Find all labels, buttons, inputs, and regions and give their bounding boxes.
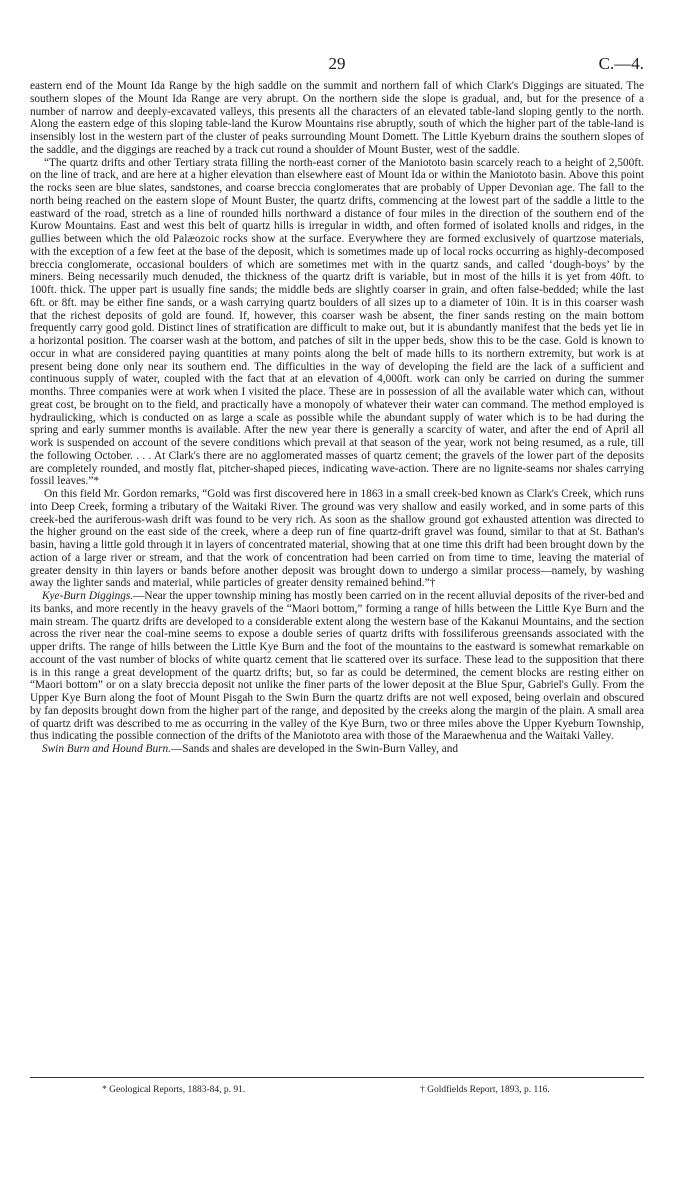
section-kye-burn-diggings [30,590,644,743]
page-header [30,52,644,76]
paragraph-clarks-intro: eastern end of the Mount Ida Range by the high saddle on the summit and northern fall of which Clark's Diggings are situated. The southern slopes of the Mount Ida Range are very abrupt. On the northern side the slope is gradual, and, but for the presence of a number of narrow and deeply-excavated valleys, this presents all the characters of an elevated table-land sloping gently to the north. Along the eastern edge of this sloping table-land the Kurow Mountains rise abruptly, south of which the higher part of the table-land is insensibly lost in the western part of the cluster of peaks surrounding Mount Domett. The Little Kyeburn drains the southern slopes of the saddle, and the diggings are reached by a track cut round a shoulder of Mount Buster, west of the saddle. [30,80,644,156]
paragraph-gordon-remarks: On this field Mr. Gordon remarks, “Gold was first discovered here in 1863 in a small creek-bed known as Clark's Creek, which runs into Deep Creek, forming a tributary of the Waitaki River. The ground was very shallow and easily worked, and in some parts of this creek-bed the auriferous-wash drift was found to be very rich. As soon as the shallow ground got exhausted attention was directed to the higher ground on the east side of the creek, where a deep run of fine quartz-drift gravel was found, similar to that at St. Bathan's basin, having a little gold through it in layers of concentrated material, showing that at one time this drift had been brought down by the action of a large river or stream, and that the work of concentration had been carried on from time to time, leaving the material of greater density in thin layers or bands before another deposit was brought down to undergo a similar process—namely, by washing away the lighter sands and material, while particles of greater density remained behind.”† [30,488,644,590]
section-heading-swin-burn: Swin Burn and Hound Burn. [42,743,171,755]
footnote-geological-reports: * Geological Reports, 1883-84, p. 91. [102,1085,246,1095]
page-number: 29 [328,54,346,73]
section-swin-burn-hound-burn [30,743,644,756]
body-text [30,80,644,756]
footnote-goldfields-report: † Goldfields Report, 1893, p. 116. [420,1085,550,1095]
section-text-swin-burn: —Sands and shales are developed in the Swin-Burn Valley, and [170,743,459,755]
section-text-kye-burn: —Near the upper township mining has mostly been carried on in the recent alluvial deposits of the river-bed and its banks, and more recently in the heavy gravels of the “Maori bottom,” forming a range of hills between the Little Kye Burn and the main stream. The quartz drifts are developed to a considerable extent along the western base of the Kakanui Mountains, and the section across the river near the coal-mine seems to expose a double series of quartz drifts with fossiliferous greensands associated with the upper drifts. The range of hills between the Little Kye Burn and the foot of the mountains to the eastward is somewhat remarkable on account of the vast number of blocks of white quartz cement that lie scattered over its surface. These lead to the supposition that there is in this range a great development of the quartz drifts; but, so far as could be determined, the cement blocks are resting either on “Maori bottom” or on a slaty breccia deposit not unlike the finer parts of the lower deposit at the Blue Spur, Gabriel's Gully. From the Upper Kye Burn along the foot of Mount Pisgah to the Swin Burn the quartz drifts are not well exposed, being overlain and obscured by fan deposits brought down from the higher part of the range, and deposited by the creeks along the margin of the plain. A small area of quartz drift was described to me as occurring in the valley of the Kye Burn, two or three miles above the Upper Kyeburn Township, thus indicating the possible connection of the drifts of the Maniototo area with those of the Maraewhenua and the Waitaki Valley. [30,590,644,743]
document-reference: C.—4. [598,54,644,73]
section-heading-kye-burn: Kye-Burn Diggings. [42,590,134,602]
paragraph-quartz-drifts-quote: “The quartz drifts and other Tertiary strata filling the north-east corner of the Maniototo basin scarcely reach to a height of 2,500ft. on the line of track, and are here at a higher elevation than elsewhere east of Mount Ida or within the Maniototo basin. Above this point the rocks seen are blue slates, sandstones, and coarse breccia conglomerates that are probably of Upper Devonian age. The fall to the north being reached on the eastern slope of Mount Buster, the quartz drifts, commencing at the lowest part of the saddle a little to the eastward of the road, stretch as a line of rounded hills northward a distance of four miles in the direction of the southern end of the Kurow Mountains. East and west this belt of quartz hills is irregular in width, and often formed of isolated knolls and ridges, in the gullies between which the old Palæozoic rocks show at the surface. Everywhere they are formed exclusively of quartzose materials, with the exception of a few feet at the base of the deposit, which is sometimes made up of local rocks occurring as highly-decomposed breccia conglomerate, occasional boulders of which are sometimes met with in the quartz sands, and called ‘dough-boys’ by the miners. Being necessarily much denuded, the thickness of the quartz drift is variable, but in most of the hills it is yet from 40ft. to 100ft. thick. The upper part is usually fine sands; the middle beds are slightly coarser in grain, and often false-bedded; while the last 6ft. or 8ft. may be either fine sands, or a wash carrying quartz boulders of all sizes up to a diameter of 10in. It is in this coarser wash that the richest deposits of gold are found. If, however, this coarser wash be absent, the finer sands resting on the main bottom frequently carry good gold. Distinct lines of stratification are difficult to make out, but it is abundantly manifest that the beds yet lie in a horizontal position. The coarser wash at the bottom, and patches of silt in the upper beds, show this to be the case. Gold is known to occur in what are considered paying quantities at many points along the belt of made hills to its northern extremity, but work is at present being done only near its southern end. The difficulties in the way of developing the field are the lack of a sufficient and continuous supply of water, coupled with the fact that at an elevation of 4,000ft. work can only be carried on during the summer months. Three companies were at work when I visited the place. These are in possession of all the available water which can, without great cost, be brought on to the field, and practically have a monopoly of whatever their water can command. The method employed is hydraulicking, which is conducted on as large a scale as possible while the abundant supply of water which is to be had during the spring and early summer months is available. After the new year there is generally a scarcity of water, and after the end of April all work is suspended on account of the severe conditions which prevail at that season of the year, work not being resumed, as a rule, till the following October. . . . At Clark's there are no agglomerated masses of quartz cement; the gravels of the lower part of the deposits are completely rounded, and mostly flat, pitcher-shaped pieces, indicating wave-action. There are no lignite-seams nor shales carrying fossil leaves.”* [30,156,644,488]
footnote-divider [30,1077,644,1078]
